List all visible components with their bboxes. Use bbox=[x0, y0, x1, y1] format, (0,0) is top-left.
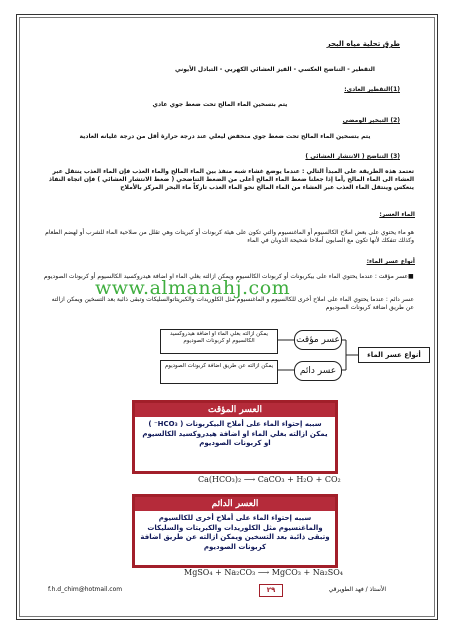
bullet-icon: ■ bbox=[408, 273, 414, 280]
diagram-permanent-box: عسر دائم bbox=[294, 361, 342, 381]
permanent-hardness-panel-title: العسر الدائم bbox=[135, 497, 335, 511]
osmosis-text: تعتمد هذه الطريقة على المبدأ التالي : عندما يوضع غشاء شبه منفذ بين الماء المالح والماء العذب فإن الماء العذب ينتقل عبر الغشاء الى الماء المالح ,أما إذا جعلنا ضغط الماء المالح أعلى من الضغط التناضحي ( ضغط الانتشار الغشائي ) فإن اتجاه النفاذ ينعكس وينتقل الماء العذب عبر الغشاء من الماء المالح نحو الماء العذب تاركاً ماء البحر المركز بالأملاح bbox=[48, 168, 414, 191]
temporary-hardness-panel-title: العسر المؤقت bbox=[135, 403, 335, 417]
section-title-flash: (2) التبخير الومضي bbox=[342, 117, 400, 124]
temporary-hardness-text: عسر مؤقت : عندما يحتوي الماء على بيكربونات أو كربونات الكالسيوم ويمكن ازالته بغلي الماء او اضافة هيدروكسيد الكالسيوم أو كربونات الصوديوم bbox=[44, 273, 408, 280]
temporary-hardness-panel-body: سببه إحتواء الماء على أملاح البيكربونات ( HCO₃⁻ ) يمكن ازالته بغلي الماء او اضافة هيدروكسيد الكالسيوم او كربونات الصوديوم bbox=[142, 420, 328, 447]
footer-email: f.h.d_chim@hotmail.com bbox=[48, 586, 123, 593]
permanent-hardness-text: عسر دائم : عندما يحتوي الماء على املاح أخرى للكالسيوم و الماغنسيوم مثل الكلوريدات والكبريتاتوالسليكات وتبقى ذائبة بعد التسخين ويمكن ازالته عن طريق اضافة كربونات الصوديوم bbox=[51, 296, 414, 311]
page-title: طرق تحلية مياه البحر bbox=[326, 40, 400, 48]
section-title-distillation: (1)التقطير العادي: bbox=[344, 86, 400, 93]
hard-water-title: الماء العسر: bbox=[379, 211, 415, 218]
hard-water-text: هو ماء يحتوي على بعض املاح الكالسيوم أو الماغنسيوم والتي تكون على هيئة كربونات أو كبريتات وهي تقلل من صلاحية الماء للشرب أو لهضم الطعام وكذلك تتفكك لأنها تكون مع الصابون أملاحا شحيحة الذوبان في الماء bbox=[45, 229, 414, 244]
diagram-permanent-note: يمكن ازالته عن طريق اضافة كربونات الصوديوم bbox=[160, 360, 278, 384]
hardness-types-title: أنواع عسر الماء: bbox=[366, 258, 415, 265]
equation-sulfate: MgSO₄ + Na₂CO₃ ⟶ MgCO₃ + Na₂SO₄ bbox=[184, 568, 343, 577]
permanent-hardness-panel-body: سببه إحتواء الماء على أملاح أخرى للكالسيوم والماغنسيوم مثل الكلوريدات والكبريتات والسليكات وتبقى ذائبة بعد التسخين ويمكن ازالته عن طريق اضافة كربونات الصوديوم bbox=[140, 514, 330, 551]
watermark: www.almanahj.com bbox=[95, 277, 291, 299]
temporary-hardness-panel bbox=[132, 400, 338, 474]
page-number: ٢٩ bbox=[259, 584, 283, 597]
footer-teacher: الأستاذ / فهد الطويرقي bbox=[328, 586, 386, 593]
equation-bicarbonate: Ca(HCO₃)₂ ⟶ CaCO₃ + H₂O + CO₂ bbox=[198, 475, 341, 484]
permanent-hardness-panel bbox=[132, 494, 338, 568]
methods-list: التقطير - التناضح العكسي - الفيز الغشائي الكهربي - التبادل الأيوني bbox=[174, 66, 375, 73]
distillation-text: يتم بتسخين الماء المالح تحت ضغط جوي عادي bbox=[152, 101, 288, 108]
section-title-osmosis: (3) التناضح ( الانتشار الغشائي ) bbox=[305, 153, 400, 160]
diagram-temporary-note: يمكن ازالته بغلي الماء او اضافة هيدروكسيد الكالسيوم او كربونات الصوديوم bbox=[160, 329, 278, 354]
diagram-root-box: أنواع عسر الماء bbox=[358, 347, 430, 363]
diagram-temporary-box: عسر مؤقت bbox=[294, 330, 342, 350]
flash-text: يتم بتسخين الماء المالح تحت ضغط جوي منخفض ليغلي عند درجة حرارة أقل من درجة غليانه العادية bbox=[79, 133, 371, 140]
